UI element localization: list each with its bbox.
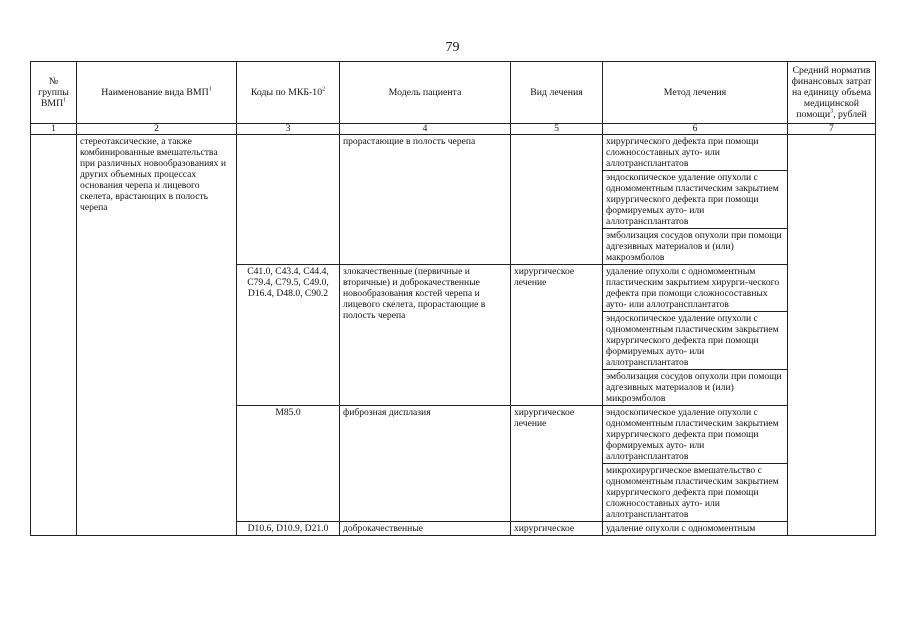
treatment-method-cell: эндоскопическое удаление опухоли с одномоментным пластическим закрытием хирургического дефекта при помощи формируемых ауто- или аллотрансплантатов: [603, 312, 788, 370]
vmp-table: [30, 61, 876, 536]
header-patient-model: Модель пациента: [340, 62, 511, 124]
treatment-method-cell: эндоскопическое удаление опухоли с одномоментным пластическим закрытием хирургического дефекта при помощи формируемых ауто- или аллотрансплантатов: [603, 171, 788, 229]
column-number: 4: [340, 124, 511, 135]
treatment-method-cell: микрохирургическое вмешательство с одномоментным пластическим закрытием хирургического дефекта при помощи сложносоставных ауто- или аллотрансплантатов: [603, 464, 788, 522]
header-cost-standard: Средний норматив финансовых затрат на единицу объема медицинской помощи$^3$, рублей: [788, 62, 876, 124]
header-icd-codes: Коды по МКБ-$10^2$: [237, 62, 340, 124]
patient-model-cell: фиброзная дисплазия: [340, 406, 511, 522]
treatment-type-cell: хирургическое лечение: [511, 265, 603, 406]
treatment-type-cell: [511, 135, 603, 265]
icd-codes-cell: C41.0, C43.4, C44.4, C79.4, C79.5, C49.0, D16.4, D48.0, C90.2: [237, 265, 340, 406]
column-number-row: [31, 124, 876, 135]
column-number: 5: [511, 124, 603, 135]
table-row: [31, 135, 876, 171]
page-number: 79: [445, 40, 460, 55]
treatment-method-cell: эндоскопическое удаление опухоли с одномоментным пластическим закрытием хирургического дефекта при помощи формируемых ауто- или аллотрансплантатов: [603, 406, 788, 464]
header-row: [31, 62, 876, 124]
icd-codes-cell: D10.6, D10.9, D21.0: [237, 522, 340, 536]
icd-codes-cell: M85.0: [237, 406, 340, 522]
treatment-type-cell: хирургическое: [511, 522, 603, 536]
column-number: 2: [77, 124, 237, 135]
column-number: 1: [31, 124, 77, 135]
header-group-number: № группы ВМП$^1$: [31, 62, 77, 124]
header-vmp-name: Наименование вида ВМП$^1$: [77, 62, 237, 124]
cost-standard-cell: [788, 135, 876, 536]
group-number-cell: [31, 135, 77, 536]
header-treatment-type: Вид лечения: [511, 62, 603, 124]
treatment-method-cell: эмболизация сосудов опухоли при помощи адгезивных материалов и (или) макроэмболов: [603, 229, 788, 265]
vmp-name-cell: стереотаксические, а также комбинированные вмешательства при различных новообразованиях и других объемных процессах основания черепа и лицевого скелета, врастающих в полость черепа: [77, 135, 237, 536]
treatment-method-cell: удаление опухоли с одномоментным: [603, 522, 788, 536]
patient-model-cell: злокачественные (первичные и вторичные) и доброкачественные новообразования костей черепа и лицевого скелета, прорастающие в полость черепа: [340, 265, 511, 406]
treatment-method-cell: хирургического дефекта при помощи сложносоставных ауто- или аллотрансплантатов: [603, 135, 788, 171]
treatment-type-cell: хирургическое лечение: [511, 406, 603, 522]
patient-model-cell: прорастающие в полость черепа: [340, 135, 511, 265]
column-number: 6: [603, 124, 788, 135]
treatment-method-cell: удаление опухоли с одномоментным пластическим закрытием хирурги-ческого дефекта при помощи сложносоставных ауто- или аллотрансплантатов: [603, 265, 788, 312]
column-number: 3: [237, 124, 340, 135]
treatment-method-cell: эмболизация сосудов опухоли при помощи адгезивных материалов и (или) микроэмболов: [603, 370, 788, 406]
icd-codes-cell: [237, 135, 340, 265]
header-treatment-method: Метод лечения: [603, 62, 788, 124]
column-number: 7: [788, 124, 876, 135]
patient-model-cell: доброкачественные: [340, 522, 511, 536]
